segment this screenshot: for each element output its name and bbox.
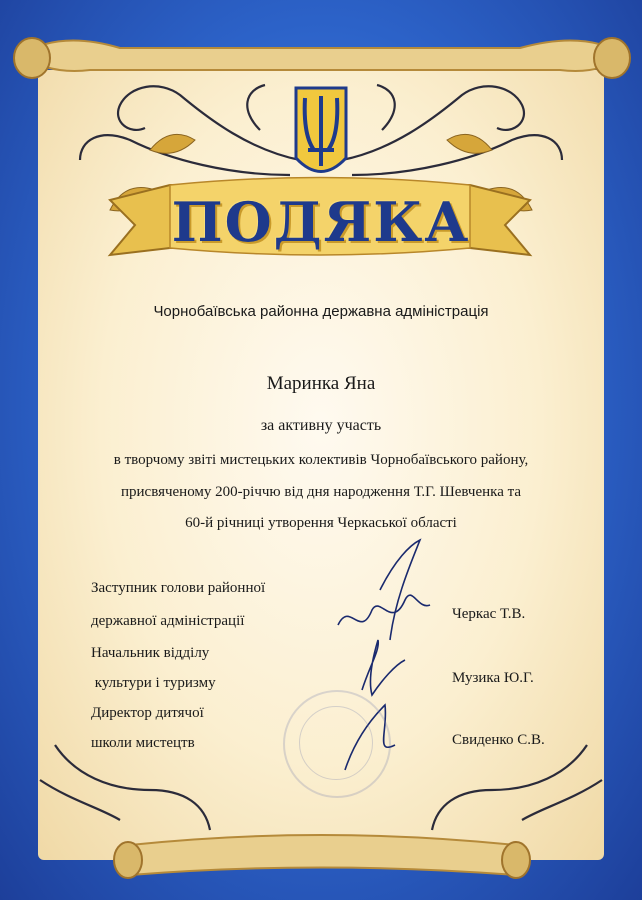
seal-inner-ring	[299, 706, 373, 780]
certificate-title: ПОДЯКА	[171, 190, 471, 254]
organization-name: Чорнобаївська районна державна адміністрація	[153, 303, 489, 320]
round-seal-stamp	[283, 690, 391, 798]
recipient-name: Маринка Яна	[266, 373, 376, 394]
top-scroll-icon	[14, 38, 630, 78]
description-line: в творчому звіті мистецьких колективів Чорнобаївського району,	[113, 452, 529, 468]
signatory-position: державної адміністрації	[91, 613, 245, 629]
ukraine-trident-emblem	[296, 88, 346, 172]
bottom-scroll-icon	[114, 835, 530, 878]
signatory-name: Свиденко С.В.	[452, 732, 545, 748]
signatory-position: Директор дитячої	[91, 705, 204, 721]
signatory-position: школи мистецтв	[91, 735, 195, 751]
signatory-name: Черкас Т.В.	[452, 606, 526, 622]
signatory-position: Заступник голови районної	[91, 580, 266, 596]
description-line: 60-й річниці утворення Черкаської області	[185, 515, 457, 531]
description-line: присвяченому 200-річчю від дня народження Т.Г. Шевченка та	[120, 484, 522, 500]
signatory-position: Начальник відділу	[91, 645, 210, 661]
signatory-name: Музика Ю.Г.	[452, 670, 534, 686]
award-reason: за активну участь	[260, 417, 382, 434]
signatory-position: культури і туризму	[91, 675, 216, 691]
